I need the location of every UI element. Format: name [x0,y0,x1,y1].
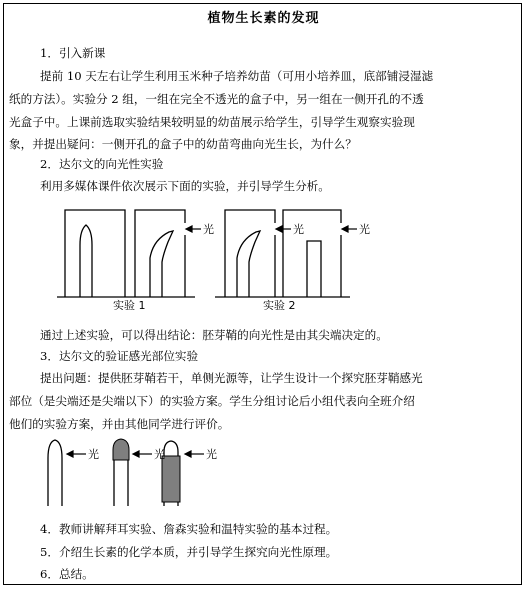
section-3-heading: 3．达尔文的验证感光部位实验 [40,349,199,363]
opaque-sleeve [162,456,180,502]
bending-seedling-1 [150,231,173,297]
decapitated-seedling [307,241,321,297]
paragraph-line: 提出问题：提供胚芽鞘若干，单侧光源等，让学生设计一个探究胚芽鞘感光 [40,371,423,385]
sealed-box [65,210,125,297]
light-label: 光 [154,448,165,461]
light-label: 光 [203,223,214,236]
tip-covered-coleoptile [114,458,128,506]
straight-seedling [80,225,92,297]
paragraph-line: 提前 10 天左右让学生利用玉米种子培养幼苗（可用小培养皿，底部铺浸湿滤 [40,69,434,83]
intact-coleoptile [48,440,62,506]
open-box-2 [225,210,275,297]
light-label: 光 [293,223,304,236]
bending-seedling-2 [237,231,260,297]
section-6: 6．总结。 [40,567,94,581]
open-box-3 [283,210,341,297]
light-label: 光 [206,448,217,461]
document-title: 植物生长素的发现 [207,11,320,26]
experiment-1-label: 实验 1 [113,299,146,310]
section-4: 4．教师讲解拜耳实验、詹森实验和温特实验的基本过程。 [40,522,338,536]
section-5: 5．介绍生长素的化学本质，并引导学生探究向光性原理。 [40,545,338,559]
paragraph-line: 部位（是尖端还是尖端以下）的实验方案。学生分组讨论后小组代表向全班介绍 [9,394,415,408]
paragraph-line: 纸的方法）。实验分 2 组，一组在完全不透光的盒子中，另一组在一侧开孔的不透 [9,92,424,106]
section-2-heading: 2．达尔文的向光性实验 [40,157,164,171]
phototropism-experiment-figure [55,200,375,310]
light-label: 光 [359,223,370,236]
section-1-heading: 1．引入新课 [40,46,106,60]
light-label: 光 [88,448,99,461]
experiment-2-label: 实验 2 [263,299,296,310]
open-box-1 [135,210,185,297]
opaque-cap [113,439,129,460]
section-2-conclusion: 通过上述实验，可以得出结论：胚芽鞘的向光性是由其尖端决定的。 [40,328,388,342]
paragraph-line: 象，并提出疑问：一侧开孔的盒子中的幼苗弯曲向光生长，为什么？ [9,137,357,151]
section-2-intro: 利用多媒体课件依次展示下面的实验，并引导学生分析。 [40,179,330,193]
paragraph-line: 他们的实验方案，并由其他同学进行评价。 [9,417,230,431]
photosensitive-site-figure [40,438,230,510]
paragraph-line: 光盒子中。上课前选取实验结果较明显的幼苗展示给学生，引导学生观察实验现 [9,115,415,129]
